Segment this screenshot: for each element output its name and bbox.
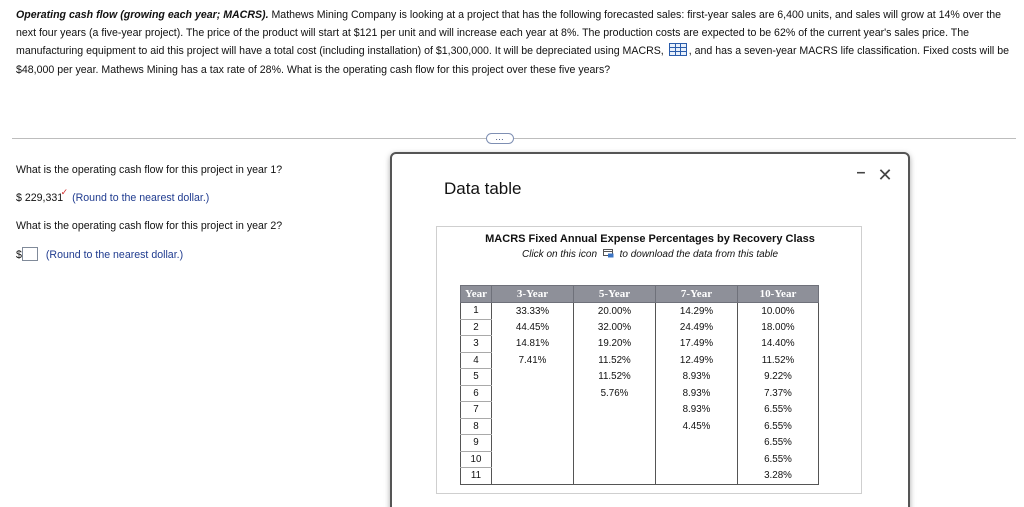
problem-text-part2: , and has a seven-year MACRS life classification. Fixed costs will be $48,000 per year. Mathews Mining has a tax rate of 28%. What is the operating cash flow for this project over these five years? [16, 45, 1009, 76]
data-table-dialog [390, 152, 910, 507]
question-1-prompt: What is the operating cash flow for this project in year 1? [16, 164, 283, 176]
table-row [461, 369, 819, 386]
percentage-cell: 4.45% [656, 418, 738, 435]
column-header-3-year: 3-Year [492, 286, 574, 303]
percentage-cell: 11.52% [574, 369, 656, 386]
percentage-cell [492, 435, 574, 452]
problem-title: Operating cash flow (growing each year; MACRS). [16, 9, 269, 21]
table-row [461, 402, 819, 419]
download-icon[interactable] [603, 249, 614, 258]
year-cell: 1 [461, 303, 492, 320]
year-cell: 10 [461, 451, 492, 468]
table-grid-icon[interactable] [669, 43, 687, 56]
percentage-cell [656, 435, 738, 452]
percentage-cell [574, 402, 656, 419]
answer-2-input[interactable] [22, 247, 38, 261]
year-cell: 3 [461, 336, 492, 353]
dialog-title: Data table [444, 179, 522, 198]
percentage-cell [492, 451, 574, 468]
table-row [461, 468, 819, 485]
percentage-cell: 20.00% [574, 303, 656, 320]
percentage-cell: 6.55% [738, 418, 819, 435]
problem-text-part1: Mathews Mining Company is looking at a project that has the following forecasted sales: first-year sales are 6,400 units, and sales will grow at 14% over the next four years (a five-year project). The price of the product will start at $121 per unit and will increase each year at 8%. The production costs are expected to be 62% of the current year's sales price. The manufacturing equipment to aid this project will have a total cost (including installation) of $1,300,000. It will be depreciated using MACRS, [16, 9, 1002, 58]
percentage-cell [574, 418, 656, 435]
section-divider [12, 138, 1016, 139]
percentage-cell: 32.00% [574, 319, 656, 336]
table-row [461, 336, 819, 353]
year-cell: 11 [461, 468, 492, 485]
percentage-cell: 6.55% [738, 435, 819, 452]
percentage-cell: 14.81% [492, 336, 574, 353]
table-download-instruction: Click on this icon to download the data from this table [522, 249, 779, 260]
table-row [461, 385, 819, 402]
percentage-cell: 10.00% [738, 303, 819, 320]
minimize-button[interactable]: – [856, 164, 866, 181]
table-heading: MACRS Fixed Annual Expense Percentages by Recovery Class [485, 233, 815, 245]
percentage-cell: 14.40% [738, 336, 819, 353]
percentage-cell [492, 418, 574, 435]
answer-1-value[interactable]: 229,331 ✓ [24, 187, 69, 204]
percentage-cell: 11.52% [738, 352, 819, 369]
year-cell: 8 [461, 418, 492, 435]
problem-statement [16, 6, 1016, 79]
macrs-table [460, 285, 819, 485]
question-2-answer-row [16, 247, 183, 261]
table-row [461, 418, 819, 435]
percentage-cell: 8.93% [656, 369, 738, 386]
percentage-cell: 7.37% [738, 385, 819, 402]
percentage-cell: 19.20% [574, 336, 656, 353]
percentage-cell [492, 385, 574, 402]
percentage-cell: 3.28% [738, 468, 819, 485]
table-row [461, 303, 819, 320]
percentage-cell: 12.49% [656, 352, 738, 369]
percentage-cell [492, 468, 574, 485]
year-cell: 2 [461, 319, 492, 336]
percentage-cell [574, 435, 656, 452]
percentage-cell: 18.00% [738, 319, 819, 336]
percentage-cell [492, 369, 574, 386]
percentage-cell: 6.55% [738, 402, 819, 419]
table-row [461, 435, 819, 452]
macrs-table-panel [436, 226, 862, 494]
column-header-10-year: 10-Year [738, 286, 819, 303]
column-header-year: Year [461, 286, 492, 303]
round-hint: (Round to the nearest dollar.) [45, 249, 184, 261]
percentage-cell: 14.29% [656, 303, 738, 320]
column-header-5-year: 5-Year [574, 286, 656, 303]
year-cell: 9 [461, 435, 492, 452]
year-cell: 5 [461, 369, 492, 386]
question-2-prompt: What is the operating cash flow for this project in year 2? [16, 220, 283, 232]
table-row [461, 352, 819, 369]
year-cell: 4 [461, 352, 492, 369]
year-cell: 7 [461, 402, 492, 419]
percentage-cell [492, 402, 574, 419]
currency-symbol: $ [16, 192, 22, 204]
percentage-cell: 8.93% [656, 385, 738, 402]
percentage-cell: 33.33% [492, 303, 574, 320]
percentage-cell [574, 451, 656, 468]
close-button[interactable]: ✕ [877, 165, 893, 185]
percentage-cell: 11.52% [574, 352, 656, 369]
percentage-cell: 17.49% [656, 336, 738, 353]
year-cell: 6 [461, 385, 492, 402]
percentage-cell: 5.76% [574, 385, 656, 402]
table-row [461, 319, 819, 336]
table-header-row [461, 286, 819, 303]
percentage-cell [574, 468, 656, 485]
column-header-7-year: 7-Year [656, 286, 738, 303]
currency-symbol: $ [16, 249, 22, 261]
percentage-cell: 7.41% [492, 352, 574, 369]
percentage-cell [656, 468, 738, 485]
incorrect-mark-icon: ✓ [60, 187, 69, 197]
percentage-cell: 8.93% [656, 402, 738, 419]
percentage-cell: 6.55% [738, 451, 819, 468]
question-1-answer-row [16, 187, 210, 204]
table-row [461, 451, 819, 468]
round-hint: (Round to the nearest dollar.) [72, 192, 210, 204]
percentage-cell [656, 451, 738, 468]
percentage-cell: 9.22% [738, 369, 819, 386]
percentage-cell: 24.49% [656, 319, 738, 336]
expand-more-button[interactable]: … [486, 133, 514, 144]
percentage-cell: 44.45% [492, 319, 574, 336]
